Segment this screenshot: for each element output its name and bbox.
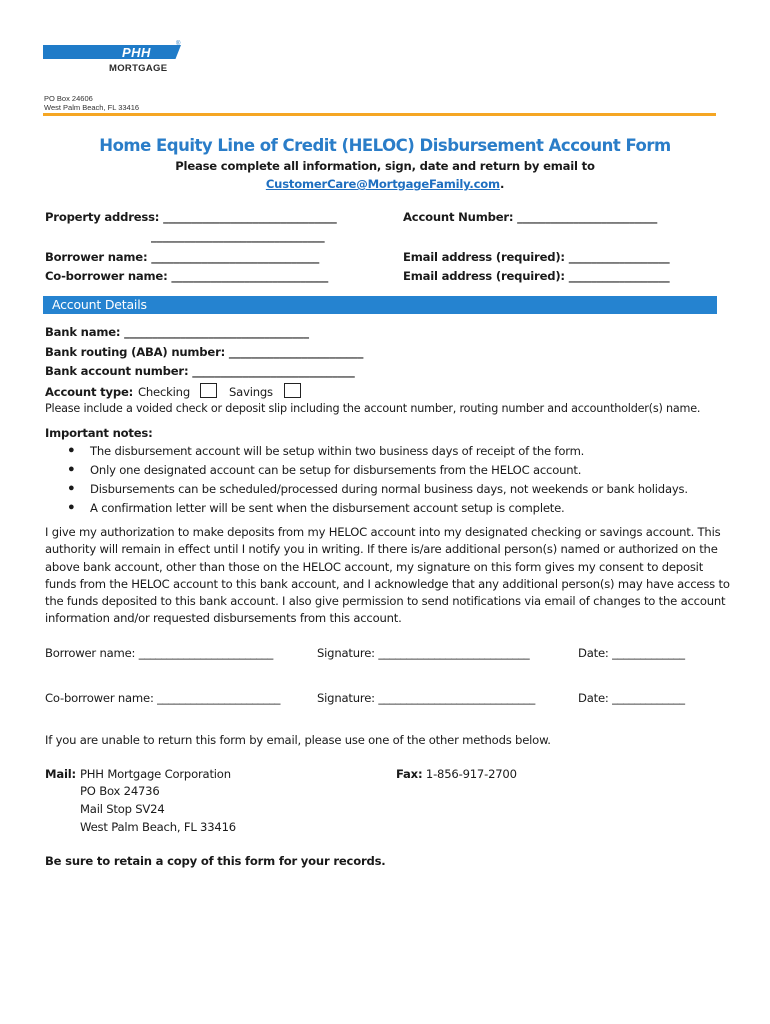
other-methods-text: If you are unable to return this form by email, please use one of the other methods below. [45,733,551,747]
bullet-icon: ● [68,501,75,513]
savings-checkbox[interactable] [284,383,301,398]
borrower-name-label: Borrower name: [45,250,148,264]
authorization-line: I give my authorization to make deposits from my HELOC account into my designated checking or savings account. This [45,525,721,539]
email-field-1[interactable] [403,250,669,264]
note-item: The disbursement account will be setup within two business days of receipt of the form. [90,444,585,458]
authorization-paragraph [45,524,735,628]
coborrower-name-label: Co-borrower name: [45,269,168,283]
important-notes-heading: Important notes: [45,426,153,440]
section-title: Account Details [52,297,147,312]
coborrower-signature-name-field[interactable]: Co-borrower name: ______________________ [45,691,281,705]
borrower-date-field[interactable]: Date: _____________ [578,646,685,660]
authorization-line: funds from the HELOC account to this bank account, and I acknowledge that any additional person(s) may have access to [45,576,730,591]
authorization-line: authority will remain in effect until I notify you in writing. If there is/are additional person(s) named or authorized on the [45,542,718,557]
account-number-label: Account Number: [403,210,514,224]
email-label-2: Email address (required): [403,269,565,283]
fax-label: Fax: [396,767,423,781]
note-item: Only one designated account can be setup for disbursements from the HELOC account. [90,463,582,477]
email-label-1: Email address (required): [403,250,565,264]
mail-line: Mail Stop SV24 [80,802,165,816]
routing-number-line[interactable]: ________________________ [228,345,364,359]
mail-line: PHH Mortgage Corporation [80,767,231,781]
coborrower-signature-field[interactable]: Signature: ____________________________ [317,691,536,705]
checking-label: Checking [138,385,190,399]
mail-label: Mail: [45,767,76,781]
header-divider [43,113,716,116]
bank-name-field[interactable] [45,325,309,339]
form-title: Home Equity Line of Credit (HELOC) Disbursement Account Form [99,136,671,155]
email-field-2[interactable] [403,269,669,283]
savings-label: Savings [229,385,273,399]
return-address-line2: West Palm Beach, FL 33416 [44,103,140,112]
account-details-header [43,296,717,314]
coborrower-date-field[interactable]: Date: _____________ [578,691,685,705]
email-suffix: . [499,177,505,191]
logo-sub: MORTGAGE [109,63,168,74]
property-address-field[interactable] [45,210,337,224]
property-address-label: Property address: [45,210,160,224]
form-subtitle: Please complete all information, sign, date and return by email to [175,159,595,173]
email-line-1[interactable]: __________________ [568,250,670,264]
bullet-icon: ● [68,482,75,494]
coborrower-name-line[interactable]: ____________________________ [171,269,329,283]
return-address-line1: PO Box 24606 [44,94,93,103]
authorization-line: above bank account, other than those on the HELOC account, my signature on this form gives my consent to deposit [45,559,704,574]
email-line [0,177,770,191]
bank-name-line[interactable]: _________________________________ [124,325,309,339]
coborrower-name-field[interactable] [45,269,328,283]
routing-number-field[interactable] [45,345,363,359]
account-number-line[interactable]: _________________________ [517,210,658,224]
logo-registered: ® [176,41,181,47]
bank-name-label: Bank name: [45,325,121,339]
retain-copy-note: Be sure to retain a copy of this form for your records. [45,854,386,868]
property-address-line-2[interactable]: _______________________________ [151,229,325,243]
email-line-2[interactable]: __________________ [568,269,670,283]
borrower-signature-field[interactable]: Signature: ___________________________ [317,646,530,660]
borrower-name-field[interactable] [45,250,319,264]
routing-number-label: Bank routing (ABA) number: [45,345,226,359]
note-item: Disbursements can be scheduled/processed during normal business days, not weekends or bank holidays. [90,482,688,496]
fax-number: 1-856-917-2700 [425,767,517,781]
logo-brand: PHH [122,45,151,60]
authorization-line: information and/or requested disbursements from this account. [45,611,402,626]
account-number-field[interactable] [403,210,657,224]
authorization-line: the funds deposited to this bank account. I also give permission to send notifications via email of changes to the account [45,594,726,609]
voided-check-note: Please include a voided check or deposit slip including the account number, routing number and accountholder(s) name. [45,402,701,415]
checking-checkbox[interactable] [200,383,217,398]
note-item: A confirmation letter will be sent when the disbursement account setup is complete. [90,501,565,515]
borrower-signature-name-field[interactable]: Borrower name: ________________________ [45,646,274,660]
bank-account-number-line[interactable]: _____________________________ [192,364,355,378]
bullet-icon: ● [68,444,75,456]
property-address-line[interactable]: _______________________________ [163,210,337,224]
mail-line: West Palm Beach, FL 33416 [80,820,236,834]
bank-account-number-label: Bank account number: [45,364,189,378]
bank-account-number-field[interactable] [45,364,355,378]
account-type-label: Account type: [45,385,134,399]
email-link[interactable]: CustomerCare@MortgageFamily.com [265,177,500,191]
fax-info [396,767,517,781]
borrower-name-line[interactable]: ______________________________ [151,250,320,264]
logo-bar [43,45,181,59]
mail-line: PO Box 24736 [80,784,160,798]
bullet-icon: ● [68,463,75,475]
